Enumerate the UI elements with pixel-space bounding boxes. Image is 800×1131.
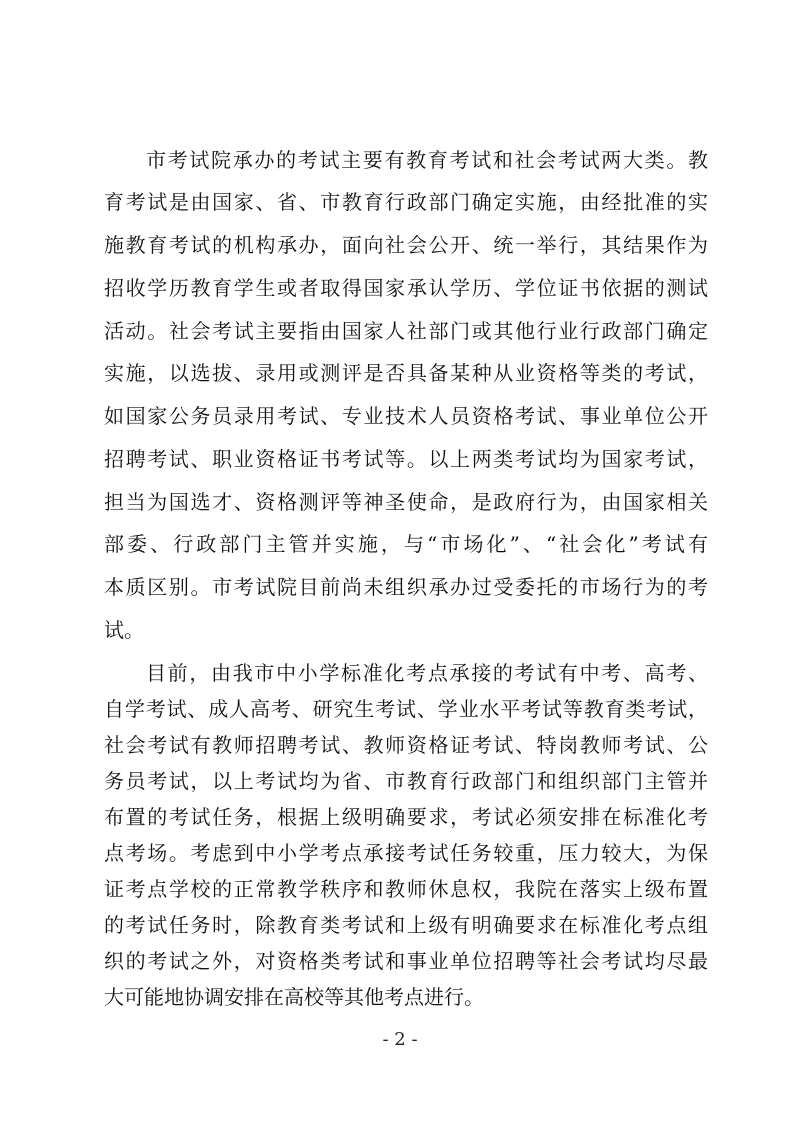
text-line: 招收学历教育学生或者取得国家承认学历、学位证书依据的测试 (104, 276, 708, 300)
text-line: 社会考试有教师招聘考试、教师资格证考试、特岗教师考试、公 (104, 733, 708, 757)
text-line: 务员考试，以上考试均为省、市教育行政部门和组织部门主管并 (104, 769, 708, 793)
text-line: 育考试是由国家、省、市教育行政部门确定实施，由经批准的实 (104, 190, 708, 214)
text-line: 大可能地协调安排在高校等其他考点进行。 (104, 985, 484, 1009)
text-line: 担当为国选才、资格测评等神圣使命，是政府行为，由国家相关 (104, 490, 708, 514)
text-line: 招聘考试、职业资格证书考试等。以上两类考试均为国家考试， (104, 447, 708, 471)
text-line: 布置的考试任务，根据上级明确要求，考试必须安排在标准化考 (104, 805, 708, 829)
page-number: - 2 - (382, 1029, 418, 1050)
text-line: 部委、行政部门主管并实施，与“市场化”、“社会化”考试有 (104, 532, 708, 556)
text-line: 施教育考试的机构承办，面向社会公开、统一举行，其结果作为 (104, 233, 708, 257)
text-line: 活动。社会考试主要指由国家人社部门或其他行业行政部门确定 (104, 319, 708, 343)
text-line: 如国家公务员录用考试、专业技术人员资格考试、事业单位公开 (104, 404, 708, 428)
text-line: 的考试任务时，除教育类考试和上级有明确要求在标准化考点组 (104, 913, 708, 937)
text-line: 目前，由我市中小学标准化考点承接的考试有中考、高考、 (146, 661, 708, 685)
text-line: 织的考试之外，对资格类考试和事业单位招聘等社会考试均尽最 (104, 949, 708, 973)
text-line: 试。 (104, 618, 144, 642)
text-line: 点考场。考虑到中小学考点承接考试任务较重，压力较大，为保 (104, 841, 708, 865)
text-line: 自学考试、成人高考、研究生考试、学业水平考试等教育类考试， (104, 697, 708, 721)
text-line: 本质区别。市考试院目前尚未组织承办过受委托的市场行为的考 (104, 575, 708, 599)
text-line: 证考点学校的正常教学秩序和教师休息权，我院在落实上级布置 (104, 877, 708, 901)
text-line: 市考试院承办的考试主要有教育考试和社会考试两大类。教 (146, 148, 708, 172)
text-line: 实施，以选拔、录用或测评是否具备某种从业资格等类的考试， (104, 361, 708, 385)
